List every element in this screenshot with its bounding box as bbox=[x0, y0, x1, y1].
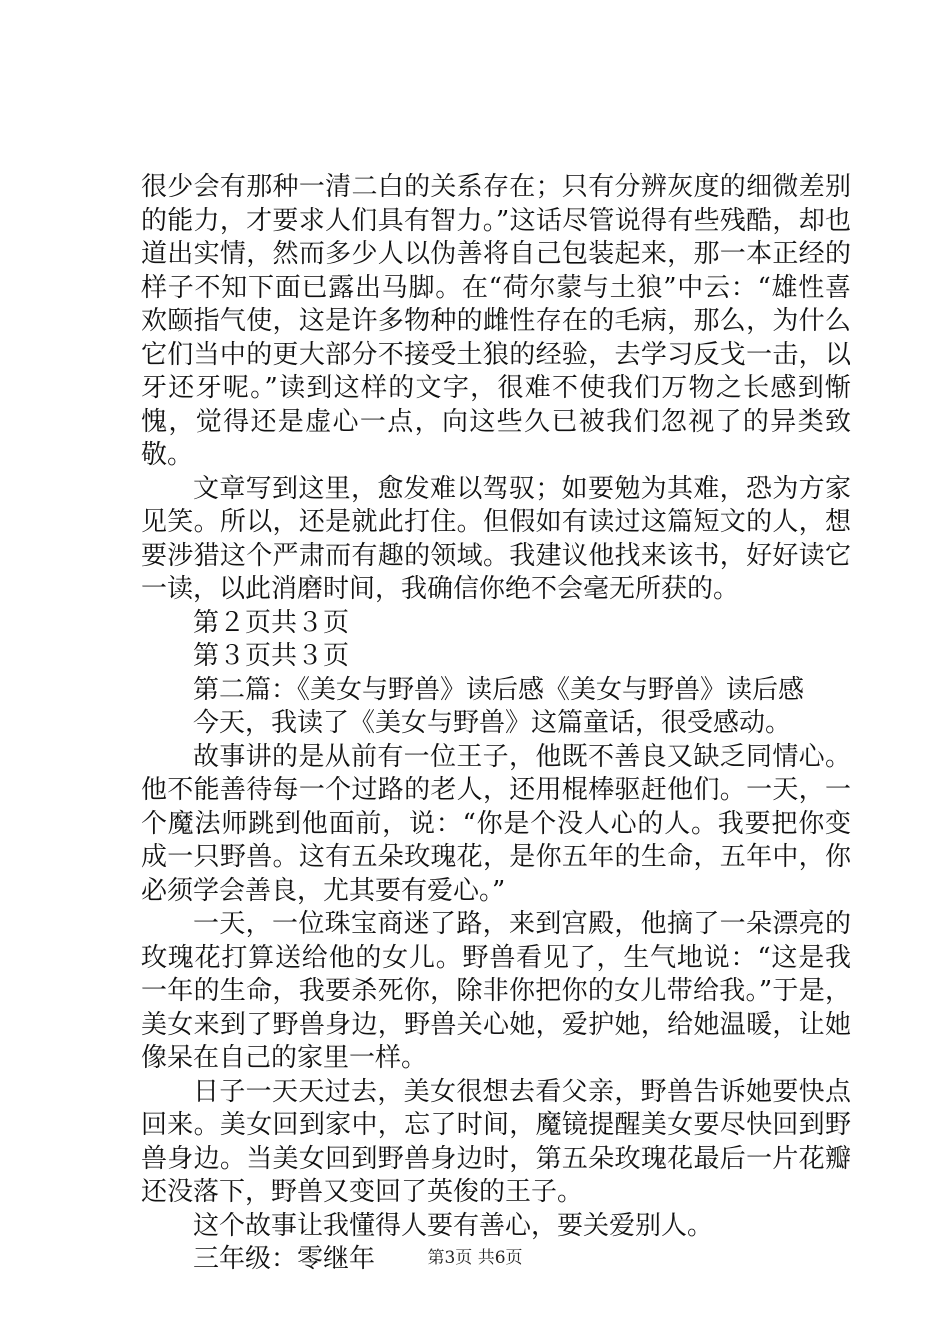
page-count-line: 第３页共３页 bbox=[193, 641, 350, 671]
paragraph: 今天，我读了《美女与野兽》这篇童话，很受感动。 bbox=[193, 708, 792, 738]
paragraph: 很少会有那种一清二白的关系存在；只有分辨灰度的细微差别的能力，才要求人们具有智力。”这话尽管说得有些残酷，却也道出实情，然而多少人以伪善将自己包装起来，那一本正经的样子不知下面已露出马脚。在“荷尔蒙与土狼”中云：“雄性喜欢颐指气使，这是许多物种的雌性存在的毛病，那么，为什么它们当中的更大部分不接受土狼的经验，去学习反戈一击，以牙还牙呢。”读到这样的文字，很难不使我们万物之长感到惭愧，觉得还是虚心一点，向这些久已被我们忽视了的异类致敬。 bbox=[141, 172, 851, 470]
page-footer: 第3页 共6页 bbox=[427, 1248, 523, 1268]
document-body bbox=[141, 171, 851, 1277]
paragraph: 一天，一位珠宝商迷了路，来到宫殿，他摘了一朵漂亮的玫瑰花打算送给他的女儿。野兽看见了，生气地说：“这是我一年的生命，我要杀死你，除非你把你的女儿带给我。”于是，美女来到了野兽身边，野兽关心她，爱护她，给她温暖，让她像呆在自己的家里一样。 bbox=[141, 909, 851, 1073]
paragraph: 文章写到这里，愈发难以驾驭；如要勉为其难，恐为方家见笑。所以，还是就此打住。但假如有读过这篇短文的人，想要涉猎这个严肃而有趣的领域。我建议他找来该书，好好读它一读，以此消磨时间，我确信你绝不会毫无所获的。 bbox=[141, 473, 851, 604]
paragraph: 故事讲的是从前有一位王子，他既不善良又缺乏同情心。他不能善待每一个过路的老人，还用棍棒驱赶他们。一天，一个魔法师跳到他面前，说：“你是个没人心的人。我要把你变成一只野兽。这有五朵玫瑰花，是你五年的生命，五年中，你必须学会善良，尤其要有爱心。” bbox=[141, 741, 851, 906]
paragraph: 这个故事让我懂得人要有善心，要关爱别人。 bbox=[193, 1210, 714, 1241]
page-count-line: 第２页共３页 bbox=[193, 607, 350, 638]
section-heading: 第二篇：《美女与野兽》读后感《美女与野兽》读后感 bbox=[193, 674, 805, 705]
paragraph: 日子一天天过去，美女很想去看父亲，野兽告诉她要快点回来。美女回到家中，忘了时间，魔镜提醒美女要尽快回到野兽身边。当美女回到野兽身边时，第五朵玫瑰花最后一片花瓣还没落下，野兽又变回了英俊的王子。 bbox=[141, 1076, 851, 1207]
author-line: 三年级：零继年 bbox=[193, 1244, 376, 1274]
